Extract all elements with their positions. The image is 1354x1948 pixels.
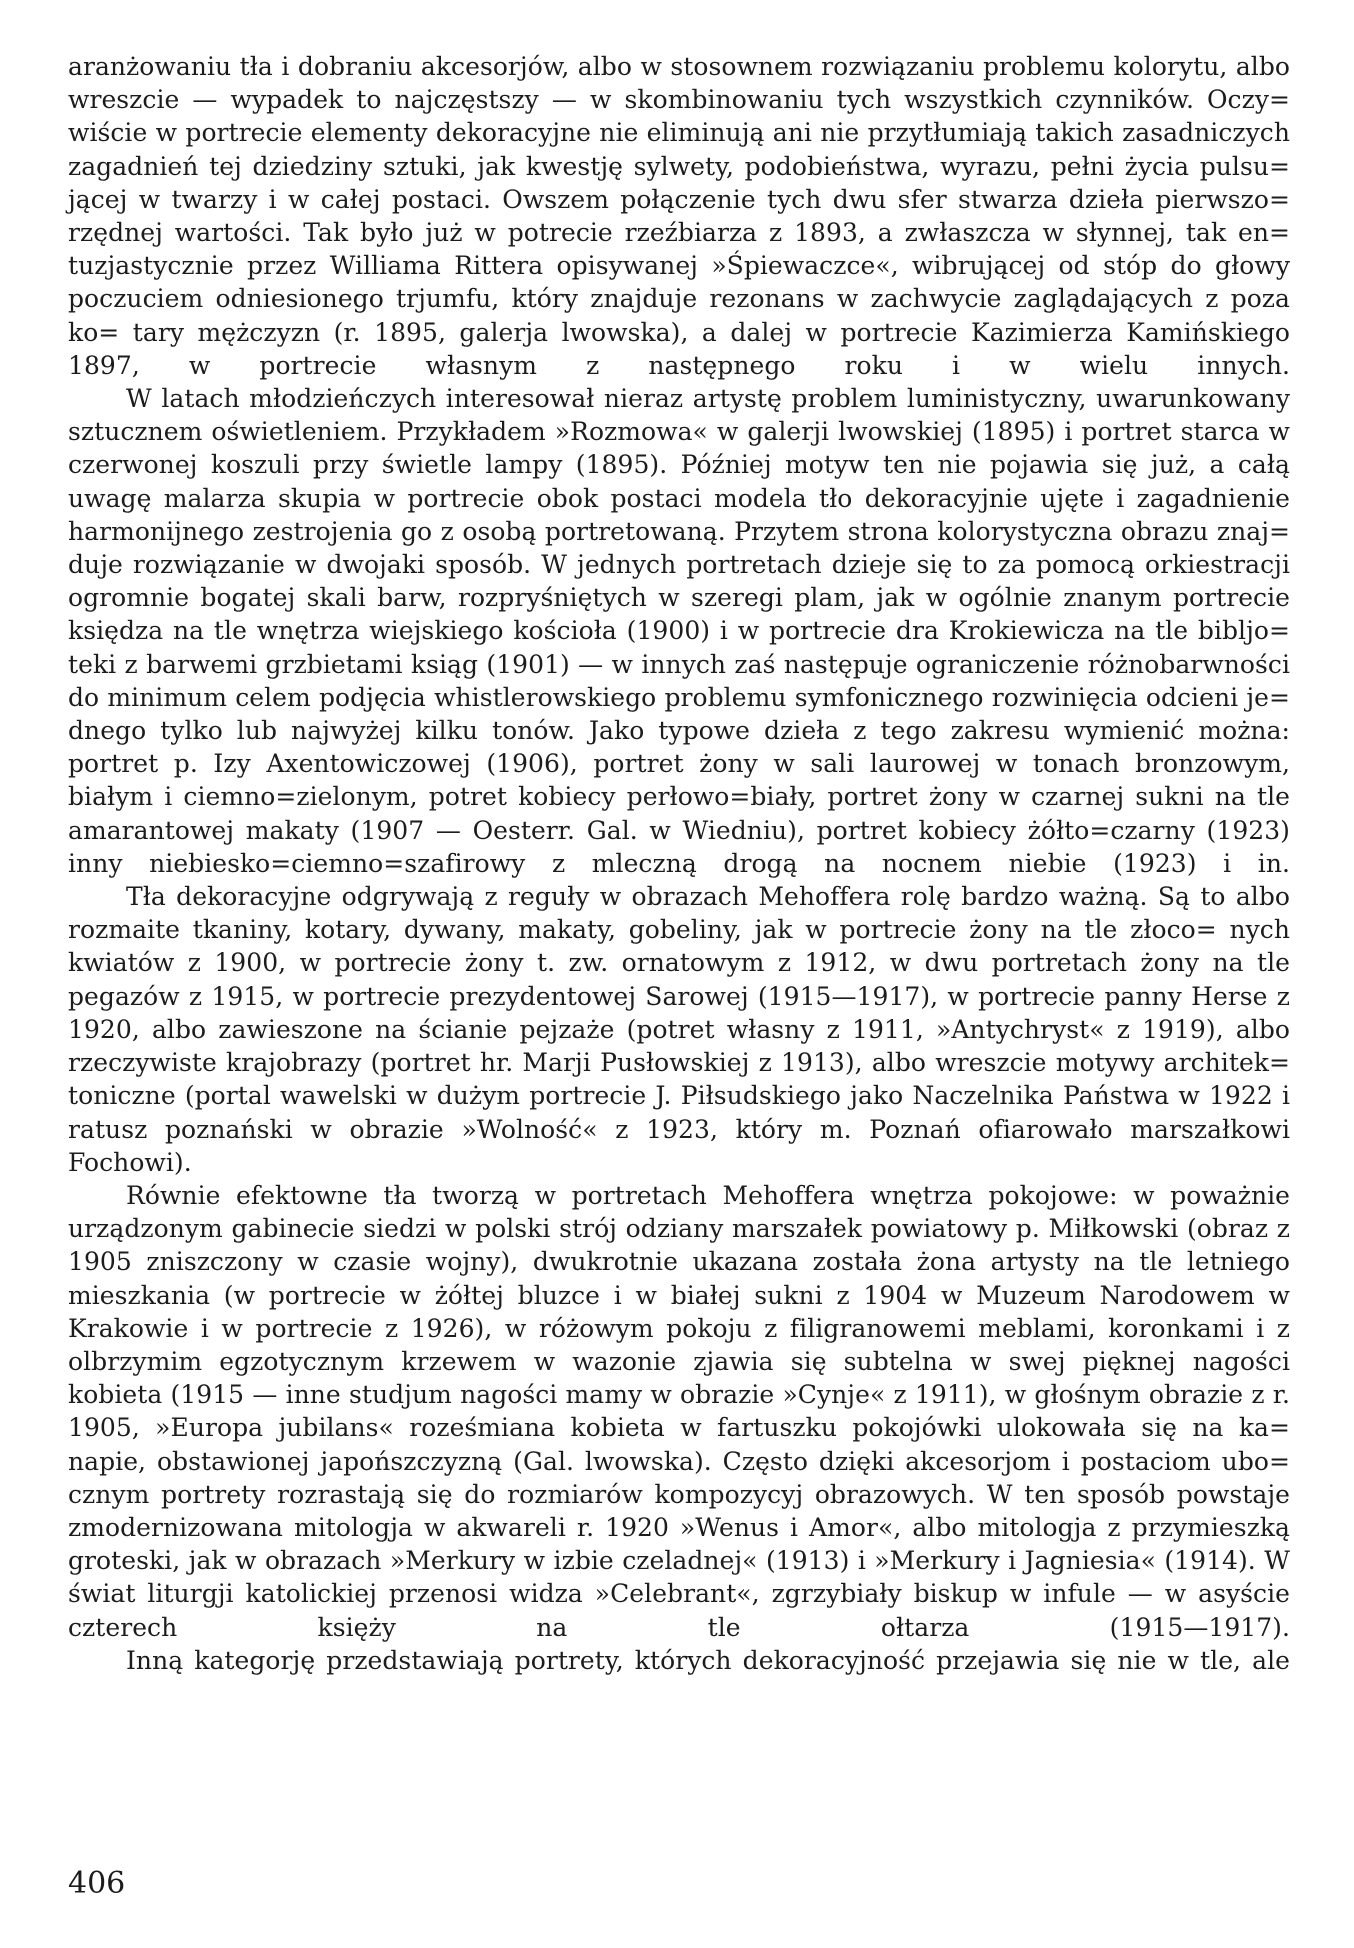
paragraph-5: Inną kategorję przedstawiają portrety, których dekoracyjność przejawia się nie w tle, ale (126, 1645, 1290, 1675)
page-number: 406 (68, 1866, 126, 1901)
paragraph-2: W latach młodzieńczych interesował nieraz artystę problem luministyczny, uwarunkowany sztucznem oświetleniem. Przykładem »Rozmowa« w galerji lwowskiej (1895) i portret starca w czerwonej koszuli przy świetle lampy (1895). Później motyw ten nie pojawia się już, a całą uwagę malarza skupia w portrecie obok postaci modela tło dekoracyjnie ujęte i zagadnienie harmonijnego zestrojenia go z osobą portretowaną. Przytem strona kolorystyczna obrazu znaj= duje rozwiązanie w dwojaki sposób. W jednych portretach dzieje się to za pomocą orkiestracji ogromnie bogatej skali barw, rozpryśniętych w szeregi plam, jak w ogólnie znanym portrecie księdza na tle wnętrza wiejskiego kościoła (1900) i w portrecie dra Krokiewicza na tle bibljo= teki z barwemi grzbietami ksiąg (1901) — w innych zaś następuje ograniczenie różnobarwności do minimum celem podjęcia whistlerowskiego problemu symfonicznego rozwinięcia odcieni je= dnego tylko lub najwyżej kilku tonów. Jako typowe dzieła z tego zakresu wymienić można: portret p. Izy Axentowiczowej (1906), portret żony w sali laurowej w tonach bronzowym, białym i ciemno=zielonym, potret kobiecy perłowo=biały, portret żony w czarnej sukni na tle amarantowej makaty (1907 — Oesterr. Gal. w Wiedniu), portret kobiecy żółto=czarny (1923) inny niebiesko=ciemno=szafirowy z mleczną drogą na nocnem niebie (1923) i in. (68, 384, 1290, 878)
paragraph-3: Tła dekoracyjne odgrywają z reguły w obrazach Mehoffera rolę bardzo ważną. Są to albo rozmaite tkaniny, kotary, dywany, makaty, gobeliny, jak w portrecie żony na tle złoco= nych kwiatów z 1900, w portrecie żony t. zw. ornatowym z 1912, w dwu portretach żony na tle pegazów z 1915, w portrecie prezydentowej Sarowej (1915—1917), w portrecie panny Herse z 1920, albo zawieszone na ścianie pejzaże (potret własny z 1911, »Antychryst« z 1919), albo rzeczywiste krajobrazy (portret hr. Marji Pusłowskiej z 1913), albo wreszcie motywy architek= toniczne (portal wawelski w dużym portrecie J. Piłsudskiego jako Naczelnika Państwa w 1922 i ratusz poznański w obrazie »Wolność« z 1923, który m. Poznań ofiarowało marszałkowi Fochowi). (68, 882, 1290, 1177)
paragraph-1: aranżowaniu tła i dobraniu akcesorjów, albo w stosownem rozwiązaniu problemu kolorytu, albo wreszcie — wypadek to najczęstszy — w skombinowaniu tych wszystkich czynników. Oczy= wiście w portrecie elementy dekoracyjne nie eliminują ani nie przytłumiają takich zasadniczych zagadnień tej dziedziny sztuki, jak kwestję sylwety, podobieństwa, wyrazu, pełni życia pulsu= jącej w twarzy i w całej postaci. Owszem połączenie tych dwu sfer stwarza dzieła pierwszo= rzędnej wartości. Tak było już w potrecie rzeźbiarza z 1893, a zwłaszcza w słynnej, tak en= tuzjastycznie przez Williama Rittera opisywanej »Śpiewaczce«, wibrującej od stóp do głowy poczuciem odniesionego trjumfu, który znajduje rezonans w zachwycie zaglądających z poza ko= tary mężczyzn (r. 1895, galerja lwowska), a dalej w portrecie Kazimierza Kamińskiego 1897, w portrecie własnym z następnego roku i w wielu innych. (68, 52, 1290, 380)
paragraph-4: Równie efektowne tła tworzą w portretach Mehoffera wnętrza pokojowe: w poważnie urządzonym gabinecie siedzi w polski strój odziany marszałek powiatowy p. Miłkowski (obraz z 1905 zniszczony w czasie wojny), dwukrotnie ukazana została żona artysty na tle letniego mieszkania (w portrecie w żółtej bluzce i w białej sukni z 1904 w Muzeum Narodowem w Krakowie i w portrecie z 1926), w różowym pokoju z filigranowemi meblami, koronkami i z olbrzymim egzotycznym krzewem w wazonie zjawia się subtelna w swej pięknej nagości kobieta (1915 — inne studjum nagości mamy w obrazie »Cynje« z 1911), w głośnym obrazie z r. 1905, »Europa jubilans« roześmiana kobieta w fartuszku pokojówki ulokowała się na ka= napie, obstawionej japońszczyzną (Gal. lwowska). Często dzięki akcesorjom i postaciom ubo= cznym portrety rozrastają się do rozmiarów kompozycyj obrazowych. W ten sposób powstaje zmodernizowana mitologja w akwareli r. 1920 »Wenus i Amor«, albo mitologja z przymieszką groteski, jak w obrazach »Merkury w izbie czeladnej« (1913) i »Merkury i Jagniesia« (1914). W świat liturgji katolickiej przenosi widza »Celebrant«, zgrzybiały biskup w infule — w asyście czterech księży na tle ołtarza (1915—1917). (68, 1180, 1290, 1642)
page-body (68, 50, 1290, 1900)
